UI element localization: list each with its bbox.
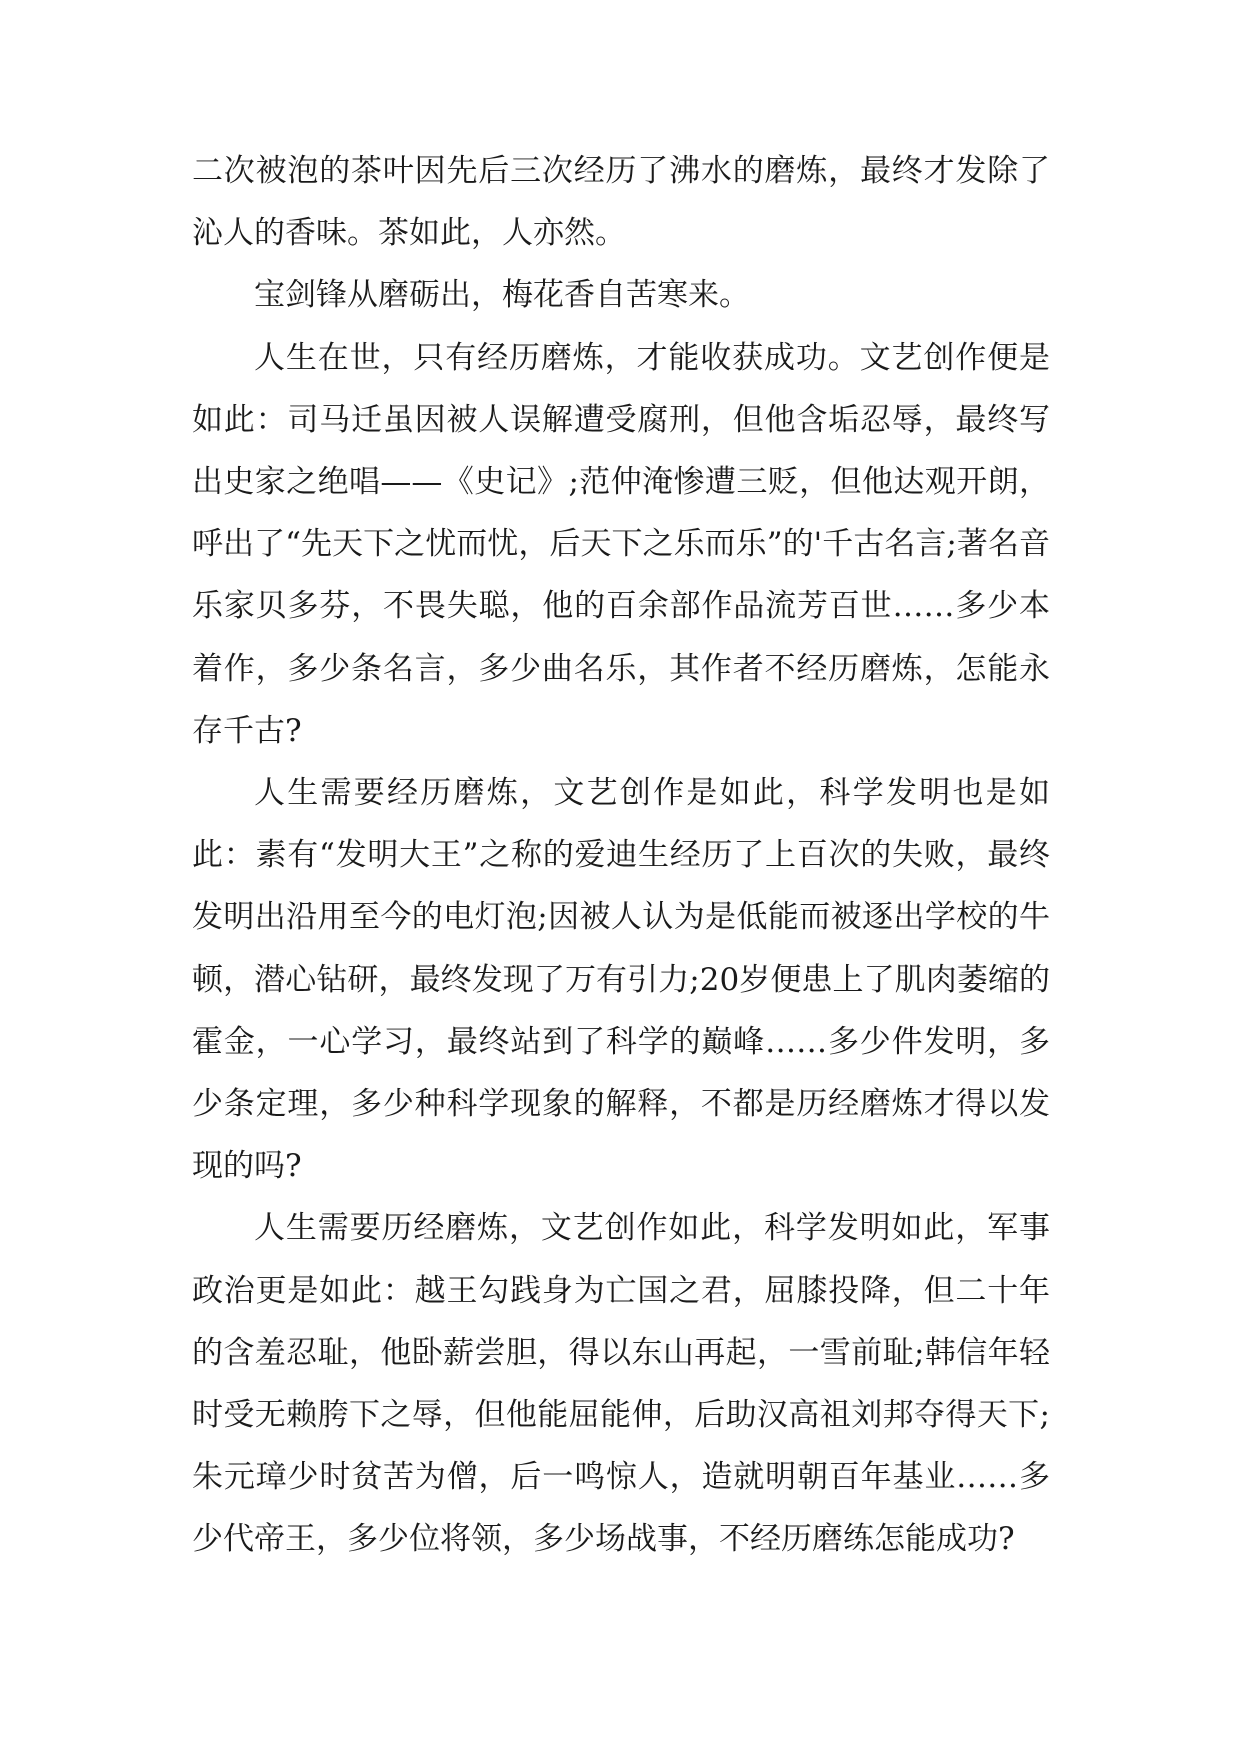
paragraph-arts: 人生在世，只有经历磨炼，才能收获成功。文艺创作便是如此：司马迁虽因被人误解遭受腐刑，但他含垢忍辱，最终写出史家之绝唱——《史记》;范仲淹惨遭三贬，但他达观开朗，呼出了“先天下之忧而忧，后天下之乐而乐”的'千古名言;著名音乐家贝多芬，不畏失聪，他的百余部作品流芳百世……多少本着作，多少条名言，多少曲名乐，其作者不经历磨炼，怎能永存千古? (192, 339, 1050, 749)
paragraph-science: 人生需要经历磨炼，文艺创作是如此，科学发明也是如此：素有“发明大王”之称的爱迪生经历了上百次的失败，最终发明出沿用至今的电灯泡;因被人认为是低能而被逐出学校的牛顿，潜心钻研，最终发现了万有引力;20岁便患上了肌肉萎缩的霍金，一心学习，最终站到了科学的巅峰……多少件发明，多少条定理，多少种科学现象的解释，不都是历经磨炼才得以发现的吗? (192, 775, 1050, 1185)
paragraph-proverb: 宝剑锋从磨砺出，梅花香自苦寒来。 (254, 277, 750, 314)
paragraph-military: 人生需要历经磨炼，文艺创作如此，科学发明如此，军事政治更是如此：越王勾践身为亡国之君，屈膝投降，但二十年的含羞忍耻，他卧薪尝胆，得以东山再起，一雪前耻;韩信年轻时受无赖胯下之辱，但他能屈能伸，后助汉高祖刘邦夺得天下;朱元璋少时贫苦为僧，后一鸣惊人，造就明朝百年基业……多少代帝王，多少位将领，多少场战事，不经历磨练怎能成功? (192, 1210, 1050, 1558)
document-page (192, 140, 1050, 1571)
paragraph-tea-intro: 二次被泡的茶叶因先后三次经历了沸水的磨炼，最终才发除了沁人的香味。茶如此，人亦然。 (192, 153, 1050, 252)
